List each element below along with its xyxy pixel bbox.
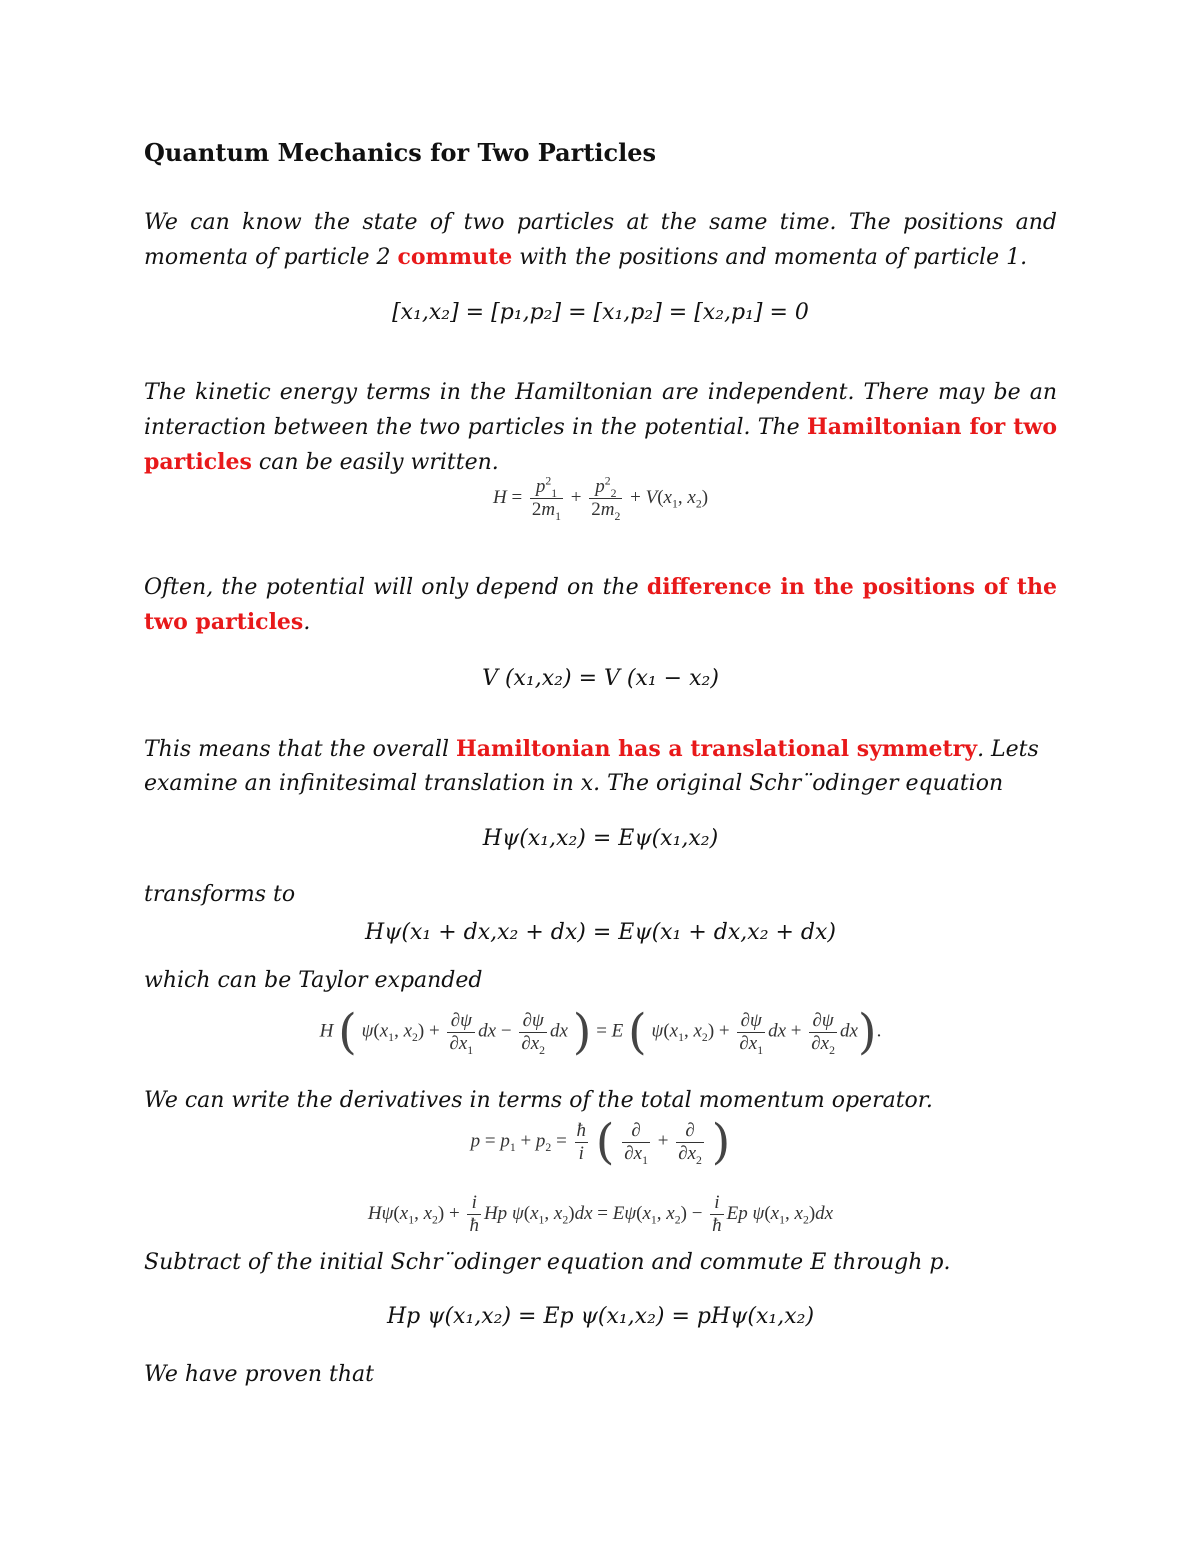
highlight-commute: commute	[397, 244, 513, 270]
paragraph-text: We can know the state of two particles at the same time. The positions and momenta of particle 2	[144, 210, 1057, 270]
highlight-difference-positions: difference in the positions of the two particles	[144, 574, 1058, 635]
page-title: Quantum Mechanics for Two Particles	[144, 138, 657, 167]
paragraph-potential	[144, 570, 1057, 640]
paragraph-text: can be easily written.	[251, 450, 499, 475]
paragraph-commute	[144, 206, 1057, 275]
highlight-hamiltonian-two-particles: Hamiltonian for two particles	[144, 414, 1057, 475]
paragraph-text: .	[303, 610, 311, 635]
equation-total-momentum: $p = p_1 + p_2$ = $\frac{ħ}{i}$ ( $\frac{\partial}{\partial x_1}$ + $\frac{\partial}{\partial x_2}$ )	[470, 1114, 731, 1170]
paragraph-momentum: We can write the derivatives in terms of the total momentum operator.	[144, 1088, 933, 1113]
paragraph-text: The kinetic energy terms in the Hamiltonian are independent. There may be an interaction between the two particles in the potential. The	[144, 380, 1057, 440]
equation-hamiltonian: H = $\frac{p^2_1}{2m_1}$ + $\frac{p^2_2}{2m_2}$ + $V(x_1$, $x_2$)	[492, 474, 709, 523]
equation-translated: Hψ(x₁ + dx,x₂ + dx) = Eψ(x₁ + dx,x₂ + dx)	[364, 920, 837, 945]
equation-commute-ep: Hp ψ(x₁,x₂) = Ep ψ(x₁,x₂) = pHψ(x₁,x₂)	[386, 1304, 815, 1329]
paragraph-text: This means that the overall	[144, 737, 456, 762]
paragraph-text: . Lets examine an infinitesimal translation in x. The original Schr¨odinger equation	[144, 737, 1039, 796]
paragraph-proven: We have proven that	[144, 1362, 374, 1387]
paragraph-hamiltonian	[144, 376, 1057, 480]
paragraph-taylor: which can be Taylor expanded	[144, 968, 483, 993]
equation-schrodinger: Hψ(x₁,x₂) = Eψ(x₁,x₂)	[482, 826, 719, 851]
paragraph-subtract: Subtract of the initial Schr¨odinger equation and commute E through p.	[144, 1250, 951, 1275]
paragraph-text: Often, the potential will only depend on the	[144, 575, 647, 600]
paragraph-symmetry	[144, 732, 1057, 801]
equation-commutators: [x₁,x₂] = [p₁,p₂] = [x₁,p₂] = [x₂,p₁] = 0	[392, 300, 809, 325]
highlight-translational-symmetry: Hamiltonian has a translational symmetry	[456, 736, 978, 762]
paragraph-transforms: transforms to	[144, 882, 296, 907]
equation-potential: V (x₁,x₂) = V (x₁ − x₂)	[482, 666, 719, 691]
paragraph-text: with the positions and momenta of particle 1.	[512, 245, 1028, 270]
equation-expanded: $H\psi(x_1$, $x_2$) + $\frac{i}{ħ}$ Hp $\psi(x_1$, $x_2)dx = E\psi(x_1$, $x_2$) − $\frac{i}{ħ}$ Ep $\psi(x_1$, $x_2)dx$	[367, 1192, 834, 1236]
equation-taylor: H ( $\psi(x_1$, $x_2$) + $\frac{\partial\psi}{\partial x_1}$ dx − $\frac{\partial\psi}{\partial x_2}$ dx ) = E ( $\psi(x_1$, $x_2$) + $\frac{\partial\psi}{\partial x_1}$ dx + $\frac{\partial\psi}{\partial x_2}$ dx).	[319, 1004, 882, 1060]
